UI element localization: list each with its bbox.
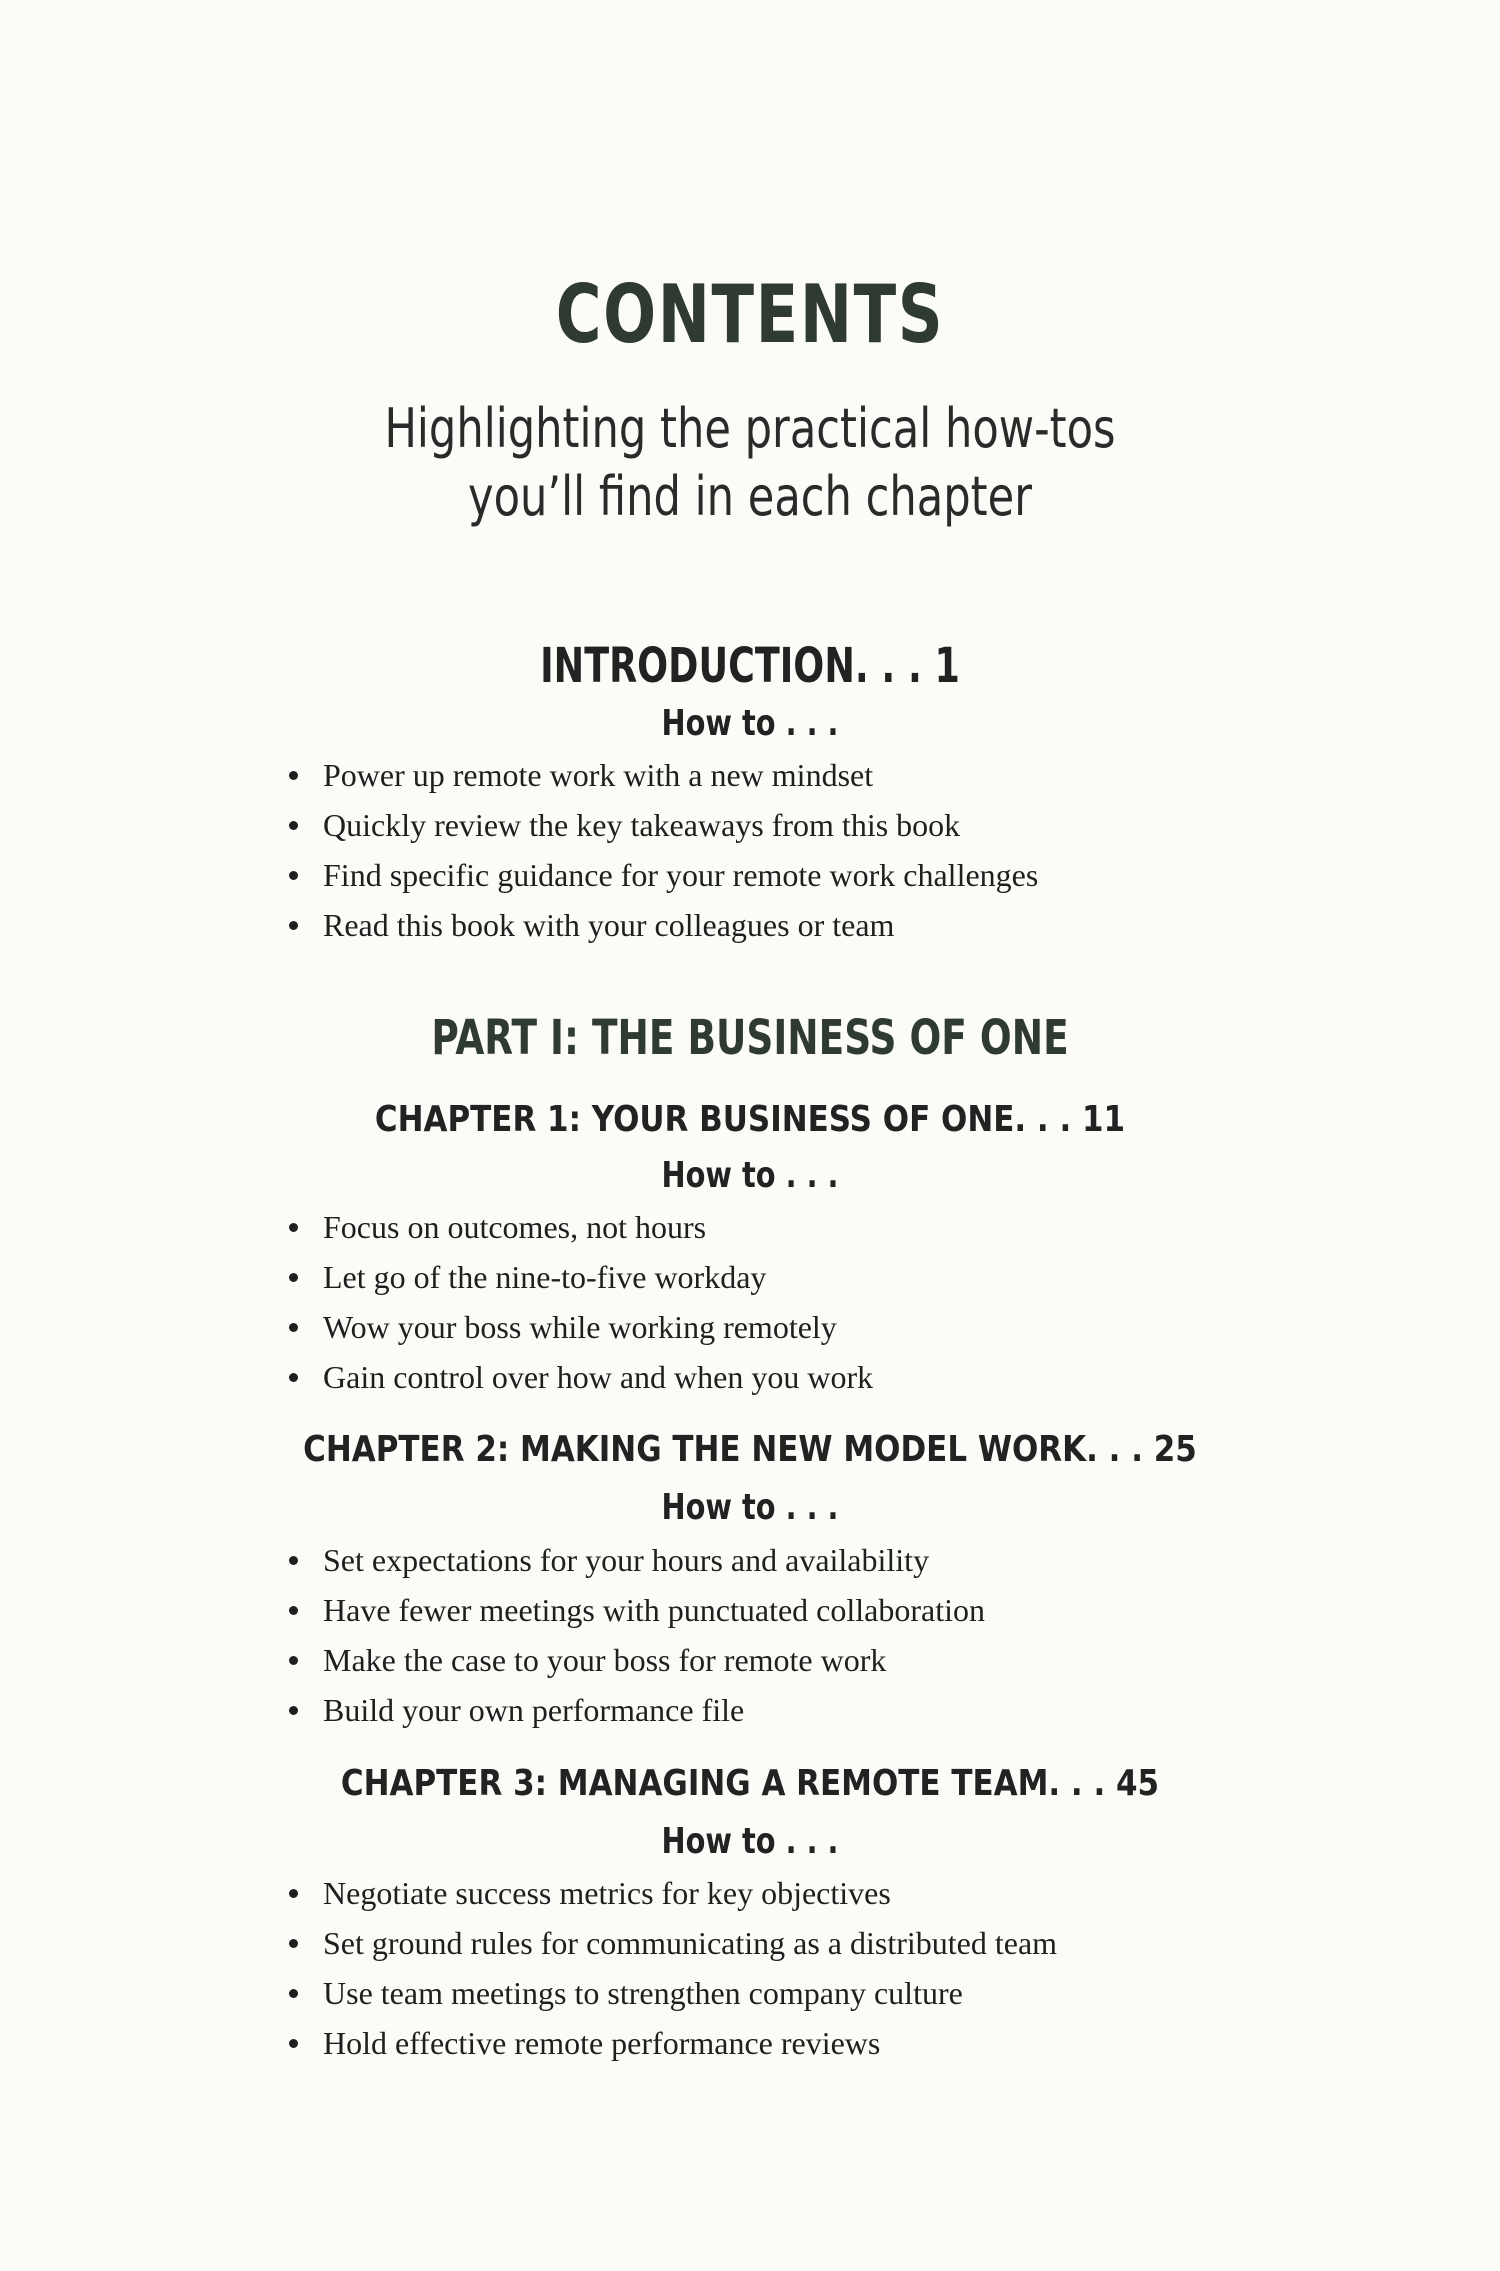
list-item: Gain control over how and when you work: [285, 1352, 873, 1402]
list-item: Have fewer meetings with punctuated collaboration: [285, 1585, 985, 1635]
part-1-heading: PART I: THE BUSINESS OF ONE: [431, 1010, 1069, 1066]
list-item: Use team meetings to strengthen company culture: [285, 1968, 1057, 2018]
list-item: Quickly review the key takeaways from this book: [285, 800, 1038, 850]
chapter-1-list: [285, 1202, 873, 1402]
chapter-2-list: [285, 1535, 985, 1735]
chapter-2-heading: CHAPTER 2: MAKING THE NEW MODEL WORK. . . 25: [303, 1429, 1197, 1470]
introduction-list: [285, 750, 1038, 950]
list-item: Power up remote work with a new mindset: [285, 750, 1038, 800]
list-item: Build your own performance file: [285, 1685, 985, 1735]
page-title: CONTENTS: [555, 268, 945, 361]
list-item: Set expectations for your hours and availability: [285, 1535, 985, 1585]
introduction-heading: INTRODUCTION. . . 1: [540, 638, 960, 694]
list-item: Negotiate success metrics for key objectives: [285, 1868, 1057, 1918]
list-item: Focus on outcomes, not hours: [285, 1202, 873, 1252]
list-item: Read this book with your colleagues or team: [285, 900, 1038, 950]
subtitle-line-2: you’ll find in each chapter: [468, 465, 1032, 528]
chapter-1-howto: How to . . .: [661, 1155, 839, 1196]
introduction-howto: How to . . .: [661, 703, 839, 744]
chapter-1-heading: CHAPTER 1: YOUR BUSINESS OF ONE. . . 11: [374, 1099, 1126, 1140]
list-item: Make the case to your boss for remote work: [285, 1635, 985, 1685]
list-item: Set ground rules for communicating as a distributed team: [285, 1918, 1057, 1968]
chapter-2-howto: How to . . .: [661, 1487, 839, 1528]
chapter-3-heading: CHAPTER 3: MANAGING A REMOTE TEAM. . . 45: [340, 1763, 1160, 1804]
list-item: Find specific guidance for your remote work challenges: [285, 850, 1038, 900]
chapter-3-list: [285, 1868, 1057, 2068]
list-item: Wow your boss while working remotely: [285, 1302, 873, 1352]
list-item: Let go of the nine-to-five workday: [285, 1252, 873, 1302]
chapter-3-howto: How to . . .: [661, 1821, 839, 1862]
subtitle-line-1: Highlighting the practical how-tos: [384, 397, 1116, 460]
list-item: Hold effective remote performance reviews: [285, 2018, 1057, 2068]
